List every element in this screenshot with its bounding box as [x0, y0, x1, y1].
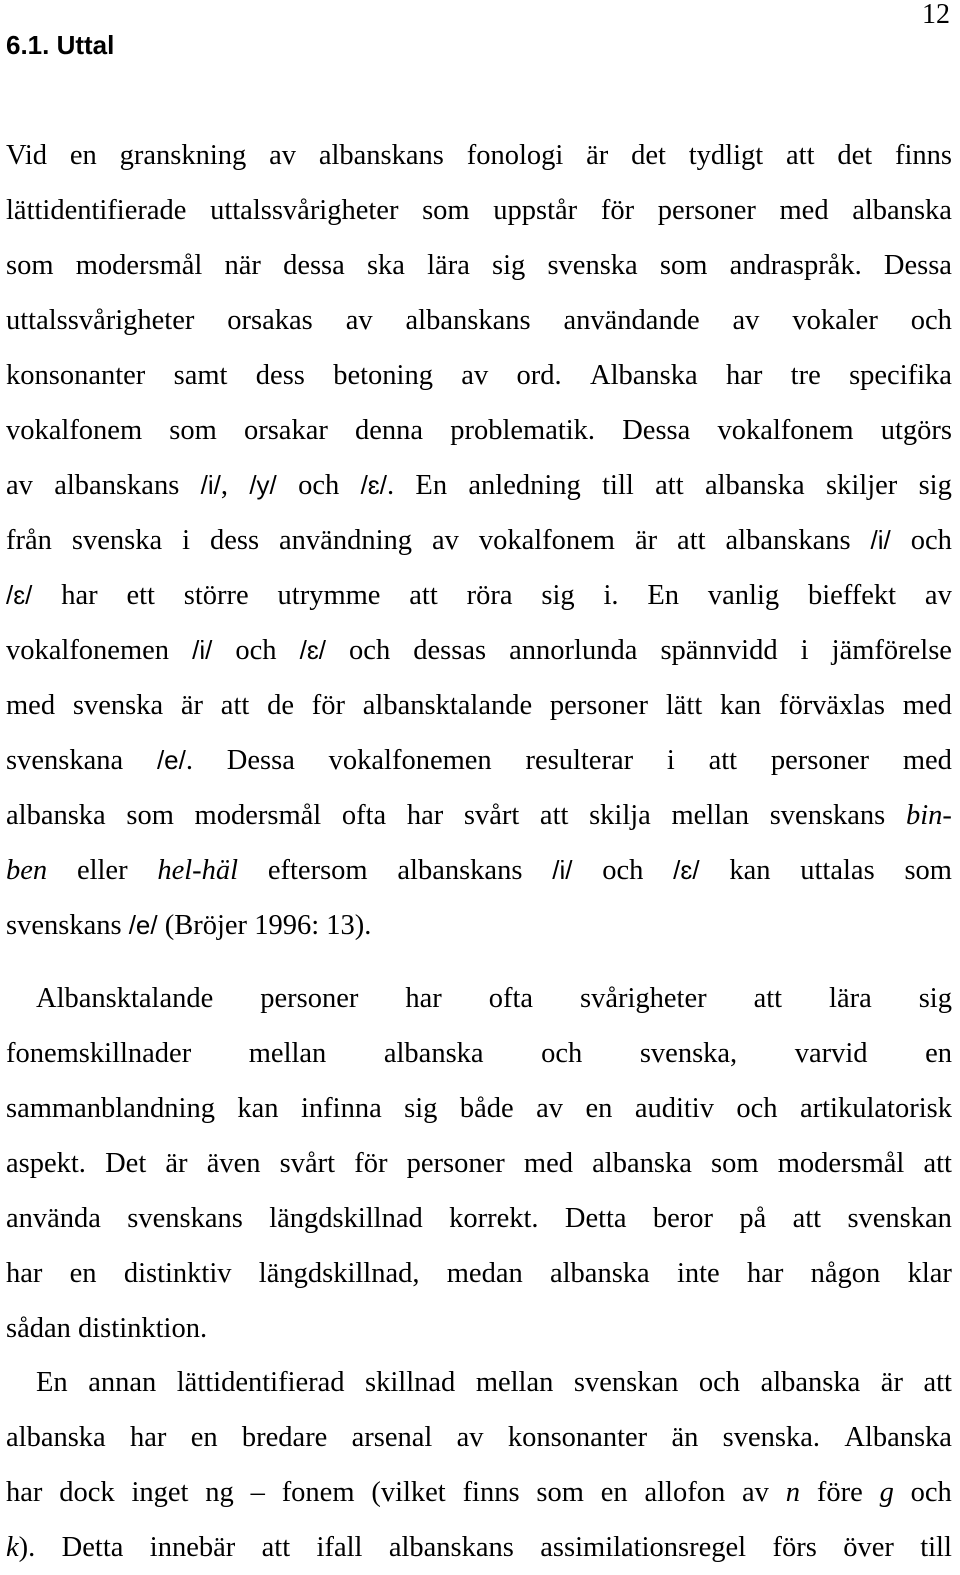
paragraph-1: [6, 128, 952, 953]
page-number: 12: [922, 0, 950, 30]
text-line: /ɛ/ har ett större utrymme att röra sig i. En vanlig bieffekt av: [6, 580, 952, 611]
paragraph-2: [6, 971, 952, 1356]
text-line: har en distinktiv längdskillnad, medan albanska inte har någon klar: [6, 1258, 952, 1289]
text-line: använda svenskans längdskillnad korrekt. Detta beror på att svenskan: [6, 1203, 952, 1234]
text-line: har dock inget ng – fonem (vilket finns som en allofon av n före g och: [6, 1477, 952, 1508]
text-line: sammanblandning kan infinna sig både av en auditiv och artikulatorisk: [6, 1093, 952, 1124]
text-line: ben eller hel-häl eftersom albanskans /i/ och /ɛ/ kan uttalas som: [6, 855, 952, 886]
text-line: k). Detta innebär att ifall albanskans assimilationsregel förs över till: [6, 1532, 952, 1563]
text-line: uttalssvårigheter orsakas av albanskans användande av vokaler och: [6, 305, 952, 336]
text-line: svenskana /e/. Dessa vokalfonemen resulterar i att personer med: [6, 745, 952, 776]
text-line: vokalfonemen /i/ och /ɛ/ och dessas annorlunda spännvidd i jämförelse: [6, 635, 952, 666]
text-line: konsonanter samt dess betoning av ord. Albanska har tre specifika: [6, 360, 952, 391]
text-line: aspekt. Det är även svårt för personer med albanska som modersmål att: [6, 1148, 952, 1179]
text-line: som modersmål när dessa ska lära sig svenska som andraspråk. Dessa: [6, 250, 952, 281]
text-line: fonemskillnader mellan albanska och svenska, varvid en: [6, 1038, 952, 1069]
text-line: vokalfonem som orsakar denna problematik. Dessa vokalfonem utgörs: [6, 415, 952, 446]
text-line: av albanskans /i/, /y/ och /ɛ/. En anledning till att albanska skiljer sig: [6, 470, 952, 501]
text-line: sådan distinktion.: [6, 1313, 208, 1344]
text-line: Vid en granskning av albanskans fonologi är det tydligt att det finns: [6, 140, 952, 171]
section-heading: 6.1. Uttal: [6, 30, 115, 60]
text-line: med svenska är att de för albansktalande personer lätt kan förväxlas med: [6, 690, 952, 721]
text-line: albanska som modersmål ofta har svårt att skilja mellan svenskans bin-: [6, 800, 952, 831]
text-line: albanska har en bredare arsenal av konsonanter än svenska. Albanska: [6, 1422, 952, 1453]
text-line: svenskans /e/ (Bröjer 1996: 13).: [6, 910, 372, 941]
text-line: Albansktalande personer har ofta svårigheter att lära sig: [36, 983, 952, 1014]
paragraph-3: [6, 1355, 952, 1575]
text-line: lättidentifierade uttalssvårigheter som uppstår för personer med albanska: [6, 195, 952, 226]
text-line: En annan lättidentifierad skillnad mellan svenskan och albanska är att: [36, 1367, 952, 1398]
text-line: från svenska i dess användning av vokalfonem är att albanskans /i/ och: [6, 525, 952, 556]
